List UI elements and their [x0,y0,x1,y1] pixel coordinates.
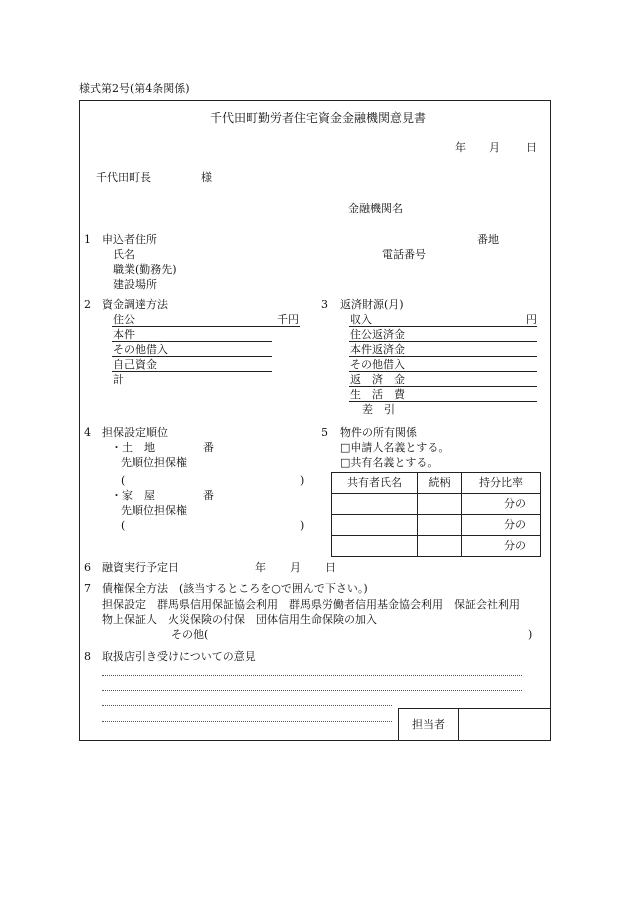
applicant-address-label: 申込者住所 [102,233,157,246]
share-ratio-cell[interactable]: 分の [462,536,541,557]
share-ratio-cell[interactable]: 分の [462,515,541,536]
date-month: 月 [489,141,500,154]
share-ratio-cell[interactable]: 分の [462,494,541,515]
opinion-title: 取扱店引き受けについての意見 [102,650,256,663]
underline [349,386,537,387]
banchi-label: 番地 [477,233,499,246]
site-label: 建設場所 [113,278,157,291]
staff-divider [458,709,459,741]
funding-item: 自己資金 [113,358,157,371]
security-other-close: ) [528,628,533,641]
collateral-title: 担保設定順位 [102,426,168,439]
phone-label: 電話番号 [382,248,426,261]
land-number: 番 [203,441,214,454]
land-label: ・土 地 [111,441,155,454]
co-owner-name-cell[interactable] [332,515,418,536]
house-label: ・家 屋 [111,489,155,502]
section-number: 8 [84,650,91,663]
addressee-honorific: 様 [201,171,212,184]
paren-open: ( [121,474,126,487]
security-title: 債権保全方法 (該当するところを○で囲んで下さい。) [102,582,368,595]
house-prior-lien: 先順位担保権 [121,504,187,517]
addressee-name: 千代田町長 [96,171,151,184]
security-options-line1[interactable]: 担保設定 群馬県信用保証協会利用 群馬県労働者信用基金協会利用 保証会社利用 [102,598,520,611]
relationship-cell[interactable] [418,494,462,515]
section-number: 7 [84,582,91,595]
paren-close: ) [300,474,305,487]
opinion-line[interactable] [102,705,392,706]
loan-date-title: 融資実行予定日 [102,561,179,574]
paren-close: ) [300,519,305,532]
staff-box [398,708,551,741]
table-header-row [332,473,541,494]
ownership-option-applicant[interactable]: □申請人名義とする。 [340,441,450,454]
co-owner-name-header: 共有者氏名 [332,473,418,494]
date-year: 年 [455,141,466,154]
job-label: 職業(勤務先) [113,263,177,276]
staff-label: 担当者 [412,718,445,731]
security-other[interactable]: その他( [171,628,209,641]
table-row [332,515,541,536]
date-day: 日 [526,141,537,154]
form-title: 千代田町勤労者住宅資金金融機関意見書 [210,111,427,125]
relationship-header: 続柄 [418,473,462,494]
underline [112,341,272,342]
opinion-line[interactable] [102,721,392,722]
house-number: 番 [203,489,214,502]
funding-item: その他借入 [113,343,168,356]
section-number: 3 [321,298,328,311]
underline [349,371,537,372]
underline [349,401,537,402]
underline [112,326,300,327]
section-number: 4 [84,426,91,439]
loan-date-day: 日 [325,561,336,574]
ownership-title: 物件の所有関係 [340,426,417,439]
relationship-cell[interactable] [418,515,462,536]
loan-date-month: 月 [290,561,301,574]
land-prior-lien: 先順位担保権 [121,456,187,469]
section-number: 1 [84,233,91,246]
opinion-line[interactable] [102,690,522,691]
paren-open: ( [121,519,126,532]
funding-unit: 千円 [277,313,299,326]
repayment-title: 返済財源(月) [340,298,404,311]
table-row [332,536,541,557]
underline [349,326,537,327]
repayment-item: 生 活 費 [350,388,405,401]
opinion-line[interactable] [102,675,522,676]
co-owner-name-cell[interactable] [332,494,418,515]
repayment-item: 本件返済金 [350,343,405,356]
repayment-item: その他借入 [350,358,405,371]
underline [112,371,272,372]
table-row [332,494,541,515]
form-frame [79,100,551,741]
underline [349,341,537,342]
underline [112,356,272,357]
applicant-name-label: 氏名 [113,248,135,261]
funding-item: 住公 [113,313,135,326]
bank-name-label: 金融機関名 [348,202,403,215]
share-ratio-header: 持分比率 [462,473,541,494]
form-id: 様式第2号(第4条関係) [79,82,190,95]
ownership-option-shared[interactable]: □共有名義とする。 [340,456,439,469]
section-number: 5 [321,426,328,439]
co-owner-table [331,472,541,557]
relationship-cell[interactable] [418,536,462,557]
income-label: 収入 [350,313,372,326]
underline [349,356,537,357]
section-number: 6 [84,561,91,574]
funding-item: 本件 [113,328,135,341]
difference-label: 差 引 [362,403,395,416]
funding-title: 資金調達方法 [102,298,168,311]
repayment-item: 返 済 金 [350,373,405,386]
repayment-item: 住公返済金 [350,328,405,341]
co-owner-name-cell[interactable] [332,536,418,557]
repayment-unit: 円 [526,313,537,326]
funding-item: 計 [113,373,124,386]
security-options-line2[interactable]: 物上保証人 火災保険の付保 団体信用生命保険の加入 [102,613,377,626]
section-number: 2 [84,298,91,311]
loan-date-year: 年 [255,561,266,574]
